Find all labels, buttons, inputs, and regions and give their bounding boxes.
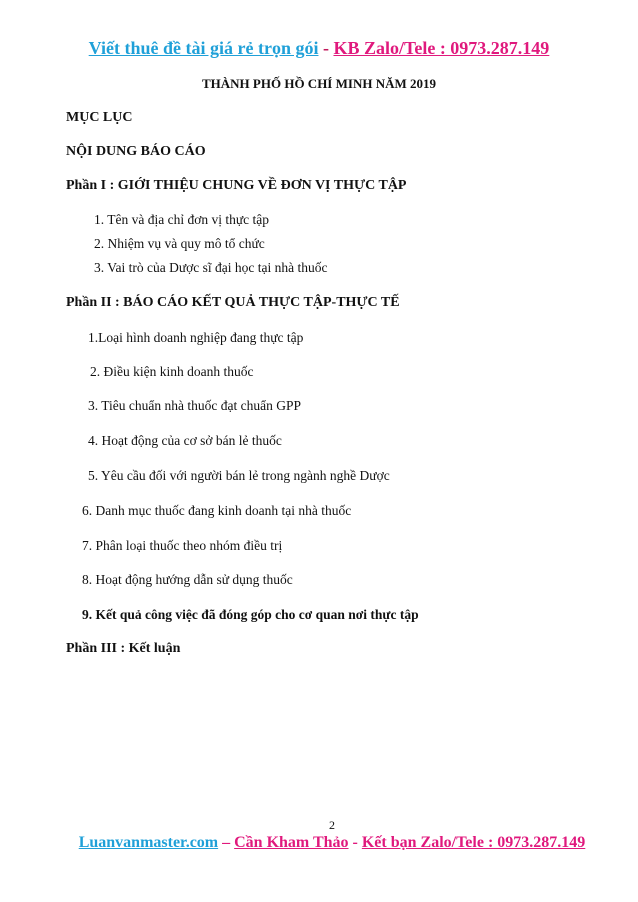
footer-separator: - <box>348 834 362 851</box>
header-banner <box>0 38 638 59</box>
part1-item-3: 3. Vai trò của Dược sĩ đại học tại nhà thuốc <box>94 260 328 275</box>
part3-title: Phần III : Kết luận <box>66 641 181 656</box>
page-number: 2 <box>329 818 335 832</box>
header-contact-link[interactable]: KB Zalo/Tele : 0973.287.149 <box>333 38 550 58</box>
footer-name-link[interactable]: Cần Kham Thảo <box>234 834 349 851</box>
part2-item-4: 4. Hoạt động của cơ sở bán lẻ thuốc <box>88 433 282 448</box>
header-service-link[interactable]: Viết thuê đề tài giá rẻ trọn gói <box>88 38 319 58</box>
footer-site-link[interactable]: Luanvanmaster.com <box>78 834 219 851</box>
footer-banner <box>0 834 638 852</box>
footer-contact-link[interactable]: Kết bạn Zalo/Tele : 0973.287.149 <box>361 834 586 851</box>
footer-dash: – <box>218 834 235 851</box>
part2-item-9: 9. Kết quả công việc đã đóng góp cho cơ quan nơi thực tập <box>82 607 419 622</box>
part2-item-7: 7. Phân loại thuốc theo nhóm điều trị <box>82 538 283 553</box>
part2-item-2: 2. Điều kiện kinh doanh thuốc <box>90 364 254 379</box>
part1-item-2: 2. Nhiệm vụ và quy mô tổ chức <box>94 236 265 251</box>
part1-item-1: 1. Tên và địa chỉ đơn vị thực tập <box>94 212 270 227</box>
part2-title: Phần II : BÁO CÁO KẾT QUẢ THỰC TẬP-THỰC TẾ <box>66 295 400 310</box>
part2-item-8: 8. Hoạt động hướng dẫn sử dụng thuốc <box>82 572 293 587</box>
part2-item-5: 5. Yêu cầu đối với người bán lẻ trong ngành nghề Dược <box>88 468 390 483</box>
content-title: NỘI DUNG BÁO CÁO <box>66 144 206 159</box>
toc-title: MỤC LỤC <box>66 110 133 125</box>
part2-item-6: 6. Danh mục thuốc đang kinh doanh tại nhà thuốc <box>82 503 352 518</box>
part1-title: Phần I : GIỚI THIỆU CHUNG VỀ ĐƠN VỊ THỰC TẬP <box>66 178 407 193</box>
header-separator: - <box>318 38 334 58</box>
part2-item-1: 1.Loại hình doanh nghiệp đang thực tập <box>88 330 304 345</box>
city-year-line: THÀNH PHỐ HỒ CHÍ MINH NĂM 2019 <box>202 76 436 91</box>
part2-item-3: 3. Tiêu chuẩn nhà thuốc đạt chuẩn GPP <box>88 398 301 413</box>
